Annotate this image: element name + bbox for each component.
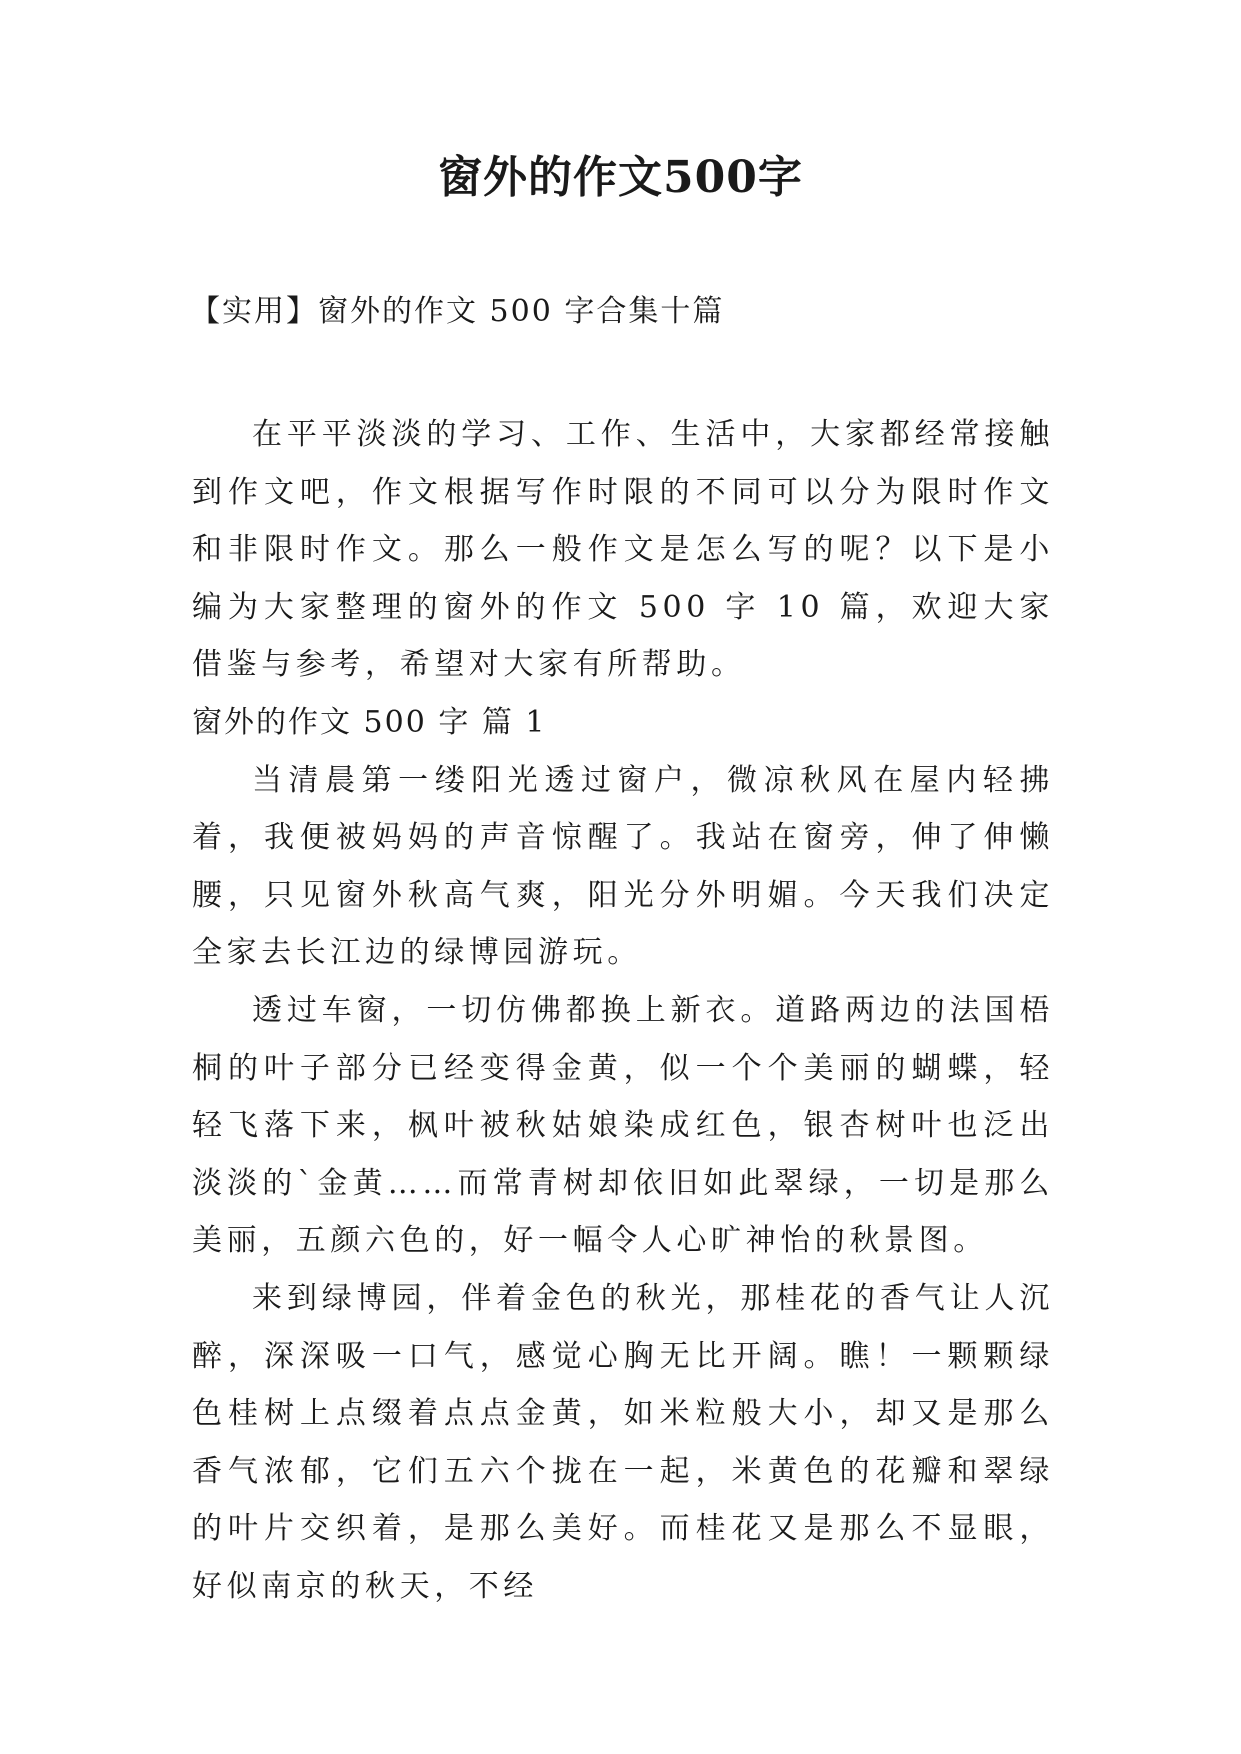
- document-subtitle: 【实用】窗外的作文 500 字合集十篇: [190, 294, 725, 329]
- intro-paragraph: 在平平淡淡的学习、工作、生活中，大家都经常接触到作文吧，作文根据写作时限的不同可以分为限时作文和非限时作文。那么一般作文是怎么写的呢？以下是小编为大家整理的窗外的作文 500 字 10 篇，欢迎大家借鉴与参考，希望对大家有所帮助。: [192, 417, 1054, 683]
- document-body: [192, 406, 1054, 1615]
- section-heading: 窗外的作文 500 字 篇 1: [192, 704, 547, 740]
- document-title: 窗外的作文500字: [438, 152, 803, 203]
- body-paragraph: 来到绿博园，伴着金色的秋光，那桂花的香气让人沉醉，深深吸一口气，感觉心胸无比开阔。瞧！一颗颗绿色桂树上点缀着点点金黄，如米粒般大小，却又是那么香气浓郁，它们五六个拢在一起，米黄色的花瓣和翠绿的叶片交织着，是那么美好。而桂花又是那么不显眼，好似南京的秋天，不经: [192, 1280, 1054, 1604]
- body-paragraph: 当清晨第一缕阳光透过窗户，微凉秋风在屋内轻拂着，我便被妈妈的声音惊醒了。我站在窗旁，伸了伸懒腰，只见窗外秋高气爽，阳光分外明媚。今天我们决定全家去长江边的绿博园游玩。: [192, 762, 1054, 971]
- body-paragraph: 透过车窗，一切仿佛都换上新衣。道路两边的法国梧桐的叶子部分已经变得金黄，似一个个美丽的蝴蝶，轻轻飞落下来，枫叶被秋姑娘染成红色，银杏树叶也泛出淡淡的`金黄……而常青树却依旧如此翠绿，一切是那么美丽，五颜六色的，好一幅令人心旷神怡的秋景图。: [192, 992, 1054, 1259]
